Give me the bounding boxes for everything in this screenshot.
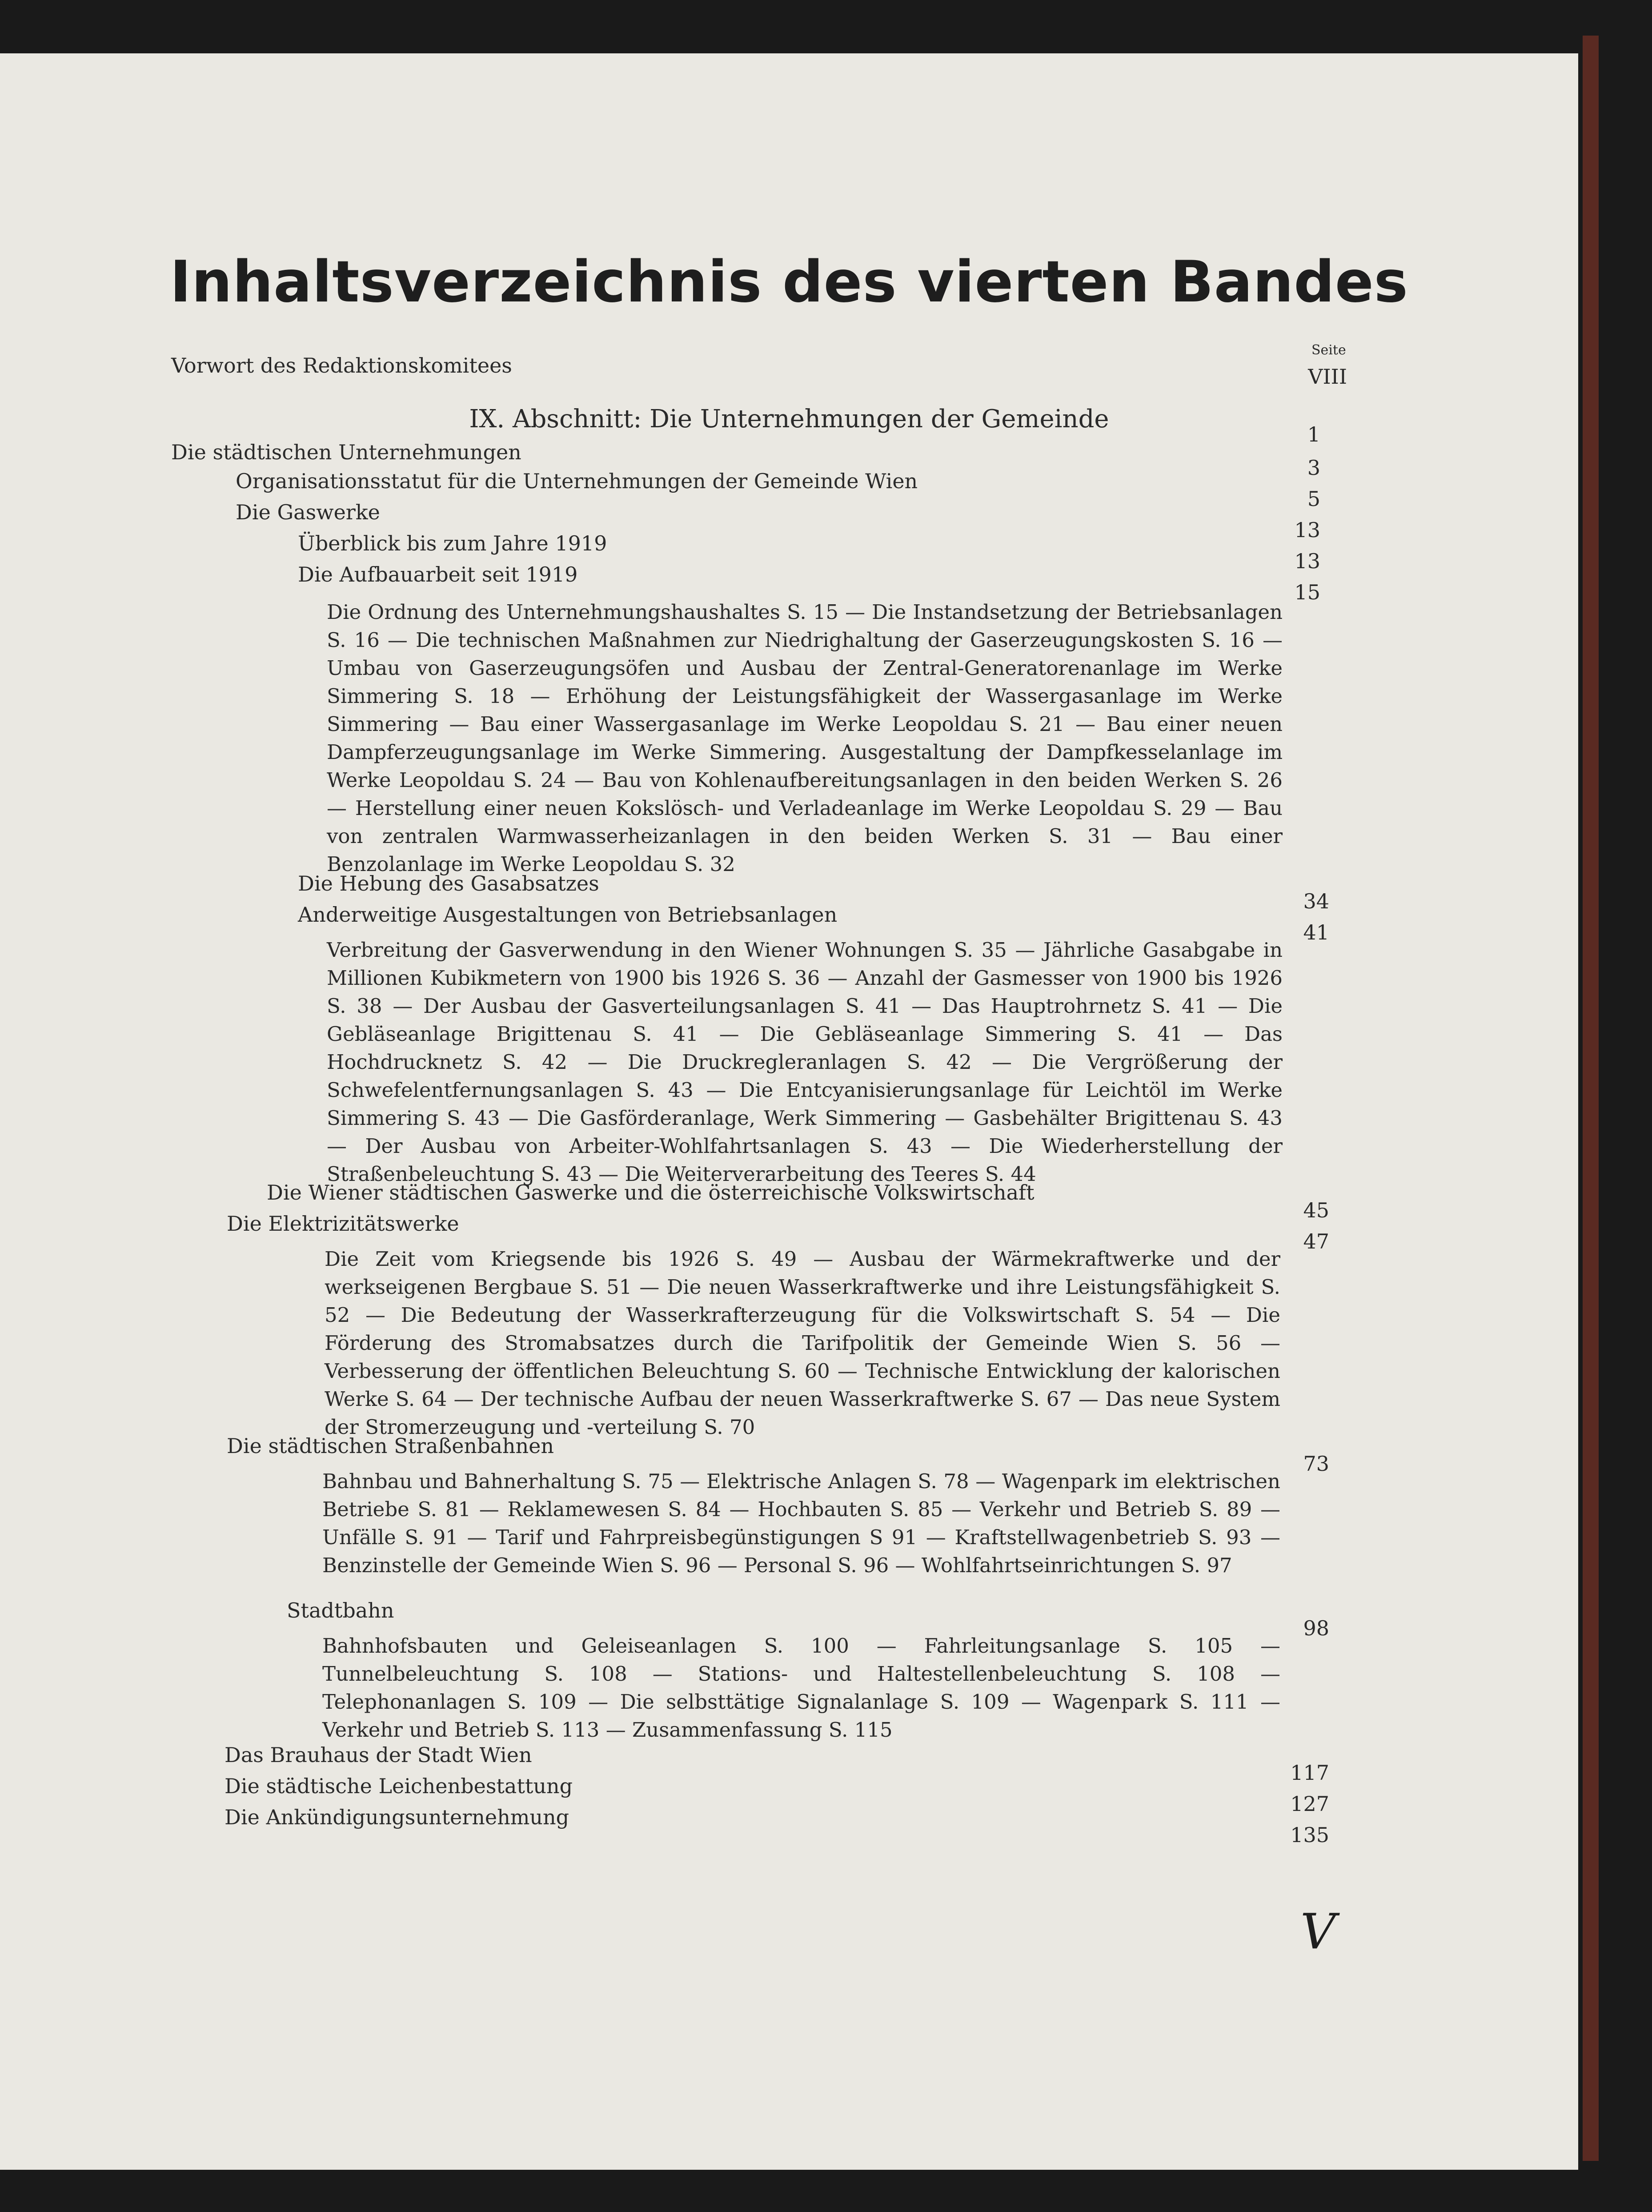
toc-page-brauhaus: 117: [1290, 1761, 1329, 1785]
toc-page-volkswirtschaft: 45: [1303, 1198, 1329, 1222]
toc-entry-ueberblick: Überblick bis zum Jahre 1919: [298, 531, 607, 555]
toc-entry-volkswirtschaft: Die Wiener städtischen Gaswerke und die österreichische Volkswirtschaft: [267, 1180, 1035, 1204]
toc-entry-ankuendigung: Die Ankündigungsunternehmung: [225, 1805, 569, 1829]
toc-page-gasabsatz: 34: [1303, 889, 1329, 913]
toc-page-unternehmungen: 3: [1307, 456, 1320, 480]
toc-entry-unternehmungen: Die städtischen Unternehmungen: [171, 440, 521, 464]
section-heading: IX. Abschnitt: Die Unternehmungen der Gemeinde: [469, 405, 1109, 434]
toc-entry-aufbauarbeit: Die Aufbauarbeit seit 1919: [298, 562, 578, 586]
toc-entry-strassenbahnen: Die städtischen Straßenbahnen: [227, 1434, 554, 1458]
toc-page-organisationsstatut: 5: [1307, 487, 1320, 511]
toc-page-ueberblick: 13: [1294, 549, 1320, 573]
toc-detail-ausgestaltungen: Verbreitung der Gasverwendung in den Wiener Wohnungen S. 35 — Jährliche Gasabgabe in Millionen Kubikmetern von 1900 bis 1926 S. 36 — Anzahl der Gasmesser von 1900 bis 1926 S. 38 — Der Ausbau der Gasverteilungsanlagen S. 41 — Das Hauptrohrnetz S. 41 — Die Gebläseanlage Brigittenau S. 41 — Die Gebläseanlage Simmering S. 41 — Das Hochdrucknetz S. 42 — Die Druckregleranlagen S. 42 — Die Vergrößerung der Schwefelentfernungsanlagen S. 43 — Die Entcyanisierungsanlage für Leichtöl im Werke Simmering S. 43 — Die Gasförderanlage, Werk Simmering — Gasbehälter Brigittenau S. 43 — Der Ausbau von Arbeiter-Wohlfahrtsanlagen S. 43 — Die Wiederherstellung der Straßenbeleuchtung S. 43 — Die Weiterverarbeitung des Teeres S. 44: [327, 938, 1283, 1186]
toc-page-aufbauarbeit: 15: [1294, 580, 1320, 604]
toc-page-leichenbestattung: 127: [1290, 1792, 1329, 1816]
toc-page-vorwort: VIII: [1308, 365, 1347, 389]
toc-entry-brauhaus: Das Brauhaus der Stadt Wien: [225, 1743, 532, 1767]
toc-detail-aufbauarbeit: Die Ordnung des Unternehmungshaushaltes S. 15 — Die Instandsetzung der Betriebsanlagen S. 16 — Die technischen Maßnahmen zur Niedrighaltung der Gaserzeugungskosten S. 16 — Umbau von Gaserzeugungsöfen und Ausbau der Zentral-Generatorenanlage im Werke Simmering S. 18 — Erhöhung der Leistungsfähigkeit der Wassergasanlage im Werke Simmering — Bau einer Wassergasanlage im Werke Leopoldau S. 21 — Bau einer neuen Dampferzeugungsanlage im Werke Simmering. Ausgestaltung der Dampfkesselanlage im Werke Leopoldau S. 24 — Bau von Kohlenaufbereitungsanlagen in den beiden Werken S. 26 — Herstellung einer neuen Kokslösch- und Verladeanlage im Werke Leopoldau S. 29 — Bau von zentralen Warmwasserheizanlagen in den beiden Werken S. 31 — Bau einer Benzolanlage im Werke Leopoldau S. 32: [327, 600, 1283, 876]
toc-entry-ausgestaltungen: Anderweitige Ausgestaltungen von Betriebsanlagen: [298, 903, 838, 927]
document-page: [0, 53, 1578, 2170]
section-heading-page: 1: [1307, 422, 1320, 446]
toc-entry-vorwort: Vorwort des Redaktionskomitees: [171, 353, 512, 377]
toc-entry-leichenbestattung: Die städtische Leichenbestattung: [225, 1774, 573, 1798]
toc-detail-elektrizitaet: Die Zeit vom Kriegsende bis 1926 S. 49 — Ausbau der Wärmekraftwerke und der werkseigenen Bergbaue S. 51 — Die neuen Wasserkraftwerke und ihre Leistungsfähigkeit S. 52 — Die Bedeutung der Wasserkrafterzeugung für die Volkswirtschaft S. 54 — Die Förderung des Stromabsatzes durch die Tarifpolitik der Gemeinde Wien S. 56 — Verbesserung der öffentlichen Beleuchtung S. 60 — Technische Entwicklung der kalorischen Werke S. 64 — Der technische Aufbau der neuen Wasserkraftwerke S. 67 — Das neue System der Stromerzeugung und -verteilung S. 70: [325, 1247, 1280, 1439]
toc-page-stadtbahn: 98: [1303, 1616, 1329, 1640]
toc-entry-gaswerke: Die Gaswerke: [236, 500, 380, 524]
toc-page-elektrizitaetswerke: 47: [1303, 1229, 1329, 1253]
toc-detail-strassenbahnen: Bahnbau und Bahnerhaltung S. 75 — Elektrische Anlagen S. 78 — Wagenpark im elektrischen Betriebe S. 81 — Reklamewesen S. 84 — Hochbauten S. 85 — Verkehr und Betrieb S. 89 — Unfälle S. 91 — Tarif und Fahrpreisbegünstigungen S 91 — Kraftstellwagenbetrieb S. 93 — Benzinstelle der Gemeinde Wien S. 96 — Personal S. 96 — Wohlfahrtseinrichtungen S. 97: [322, 1469, 1280, 1577]
toc-page-gaswerke: 13: [1294, 518, 1320, 542]
toc-entry-organisationsstatut: Organisationsstatut für die Unternehmungen der Gemeinde Wien: [236, 469, 918, 493]
page-title: Inhaltsverzeichnis des vierten Bandes: [170, 249, 1408, 315]
book-cover-edge: [1583, 36, 1599, 2161]
toc-entry-elektrizitaetswerke: Die Elektrizitätswerke: [227, 1212, 459, 1236]
toc-page-ankuendigung: 135: [1290, 1823, 1329, 1847]
toc-page-ausgestaltungen: 41: [1303, 920, 1329, 944]
page-column-label: Seite: [1311, 342, 1346, 358]
page-folio: V: [1300, 1903, 1336, 1960]
toc-entry-gasabsatz: Die Hebung des Gasabsatzes: [298, 871, 599, 895]
toc-entry-stadtbahn: Stadtbahn: [287, 1598, 394, 1622]
toc-page-strassenbahnen: 73: [1303, 1452, 1329, 1476]
toc-detail-stadtbahn: Bahnhofsbauten und Geleiseanlagen S. 100 — Fahrleitungsanlage S. 105 — Tunnelbeleuchtung S. 108 — Stations- und Haltestellenbeleuchtung S. 108 — Telephonanlagen S. 109 — Die selbsttätige Signalanlage S. 109 — Wagenpark S. 111 — Verkehr und Betrieb S. 113 — Zusammenfassung S. 115: [322, 1634, 1280, 1742]
